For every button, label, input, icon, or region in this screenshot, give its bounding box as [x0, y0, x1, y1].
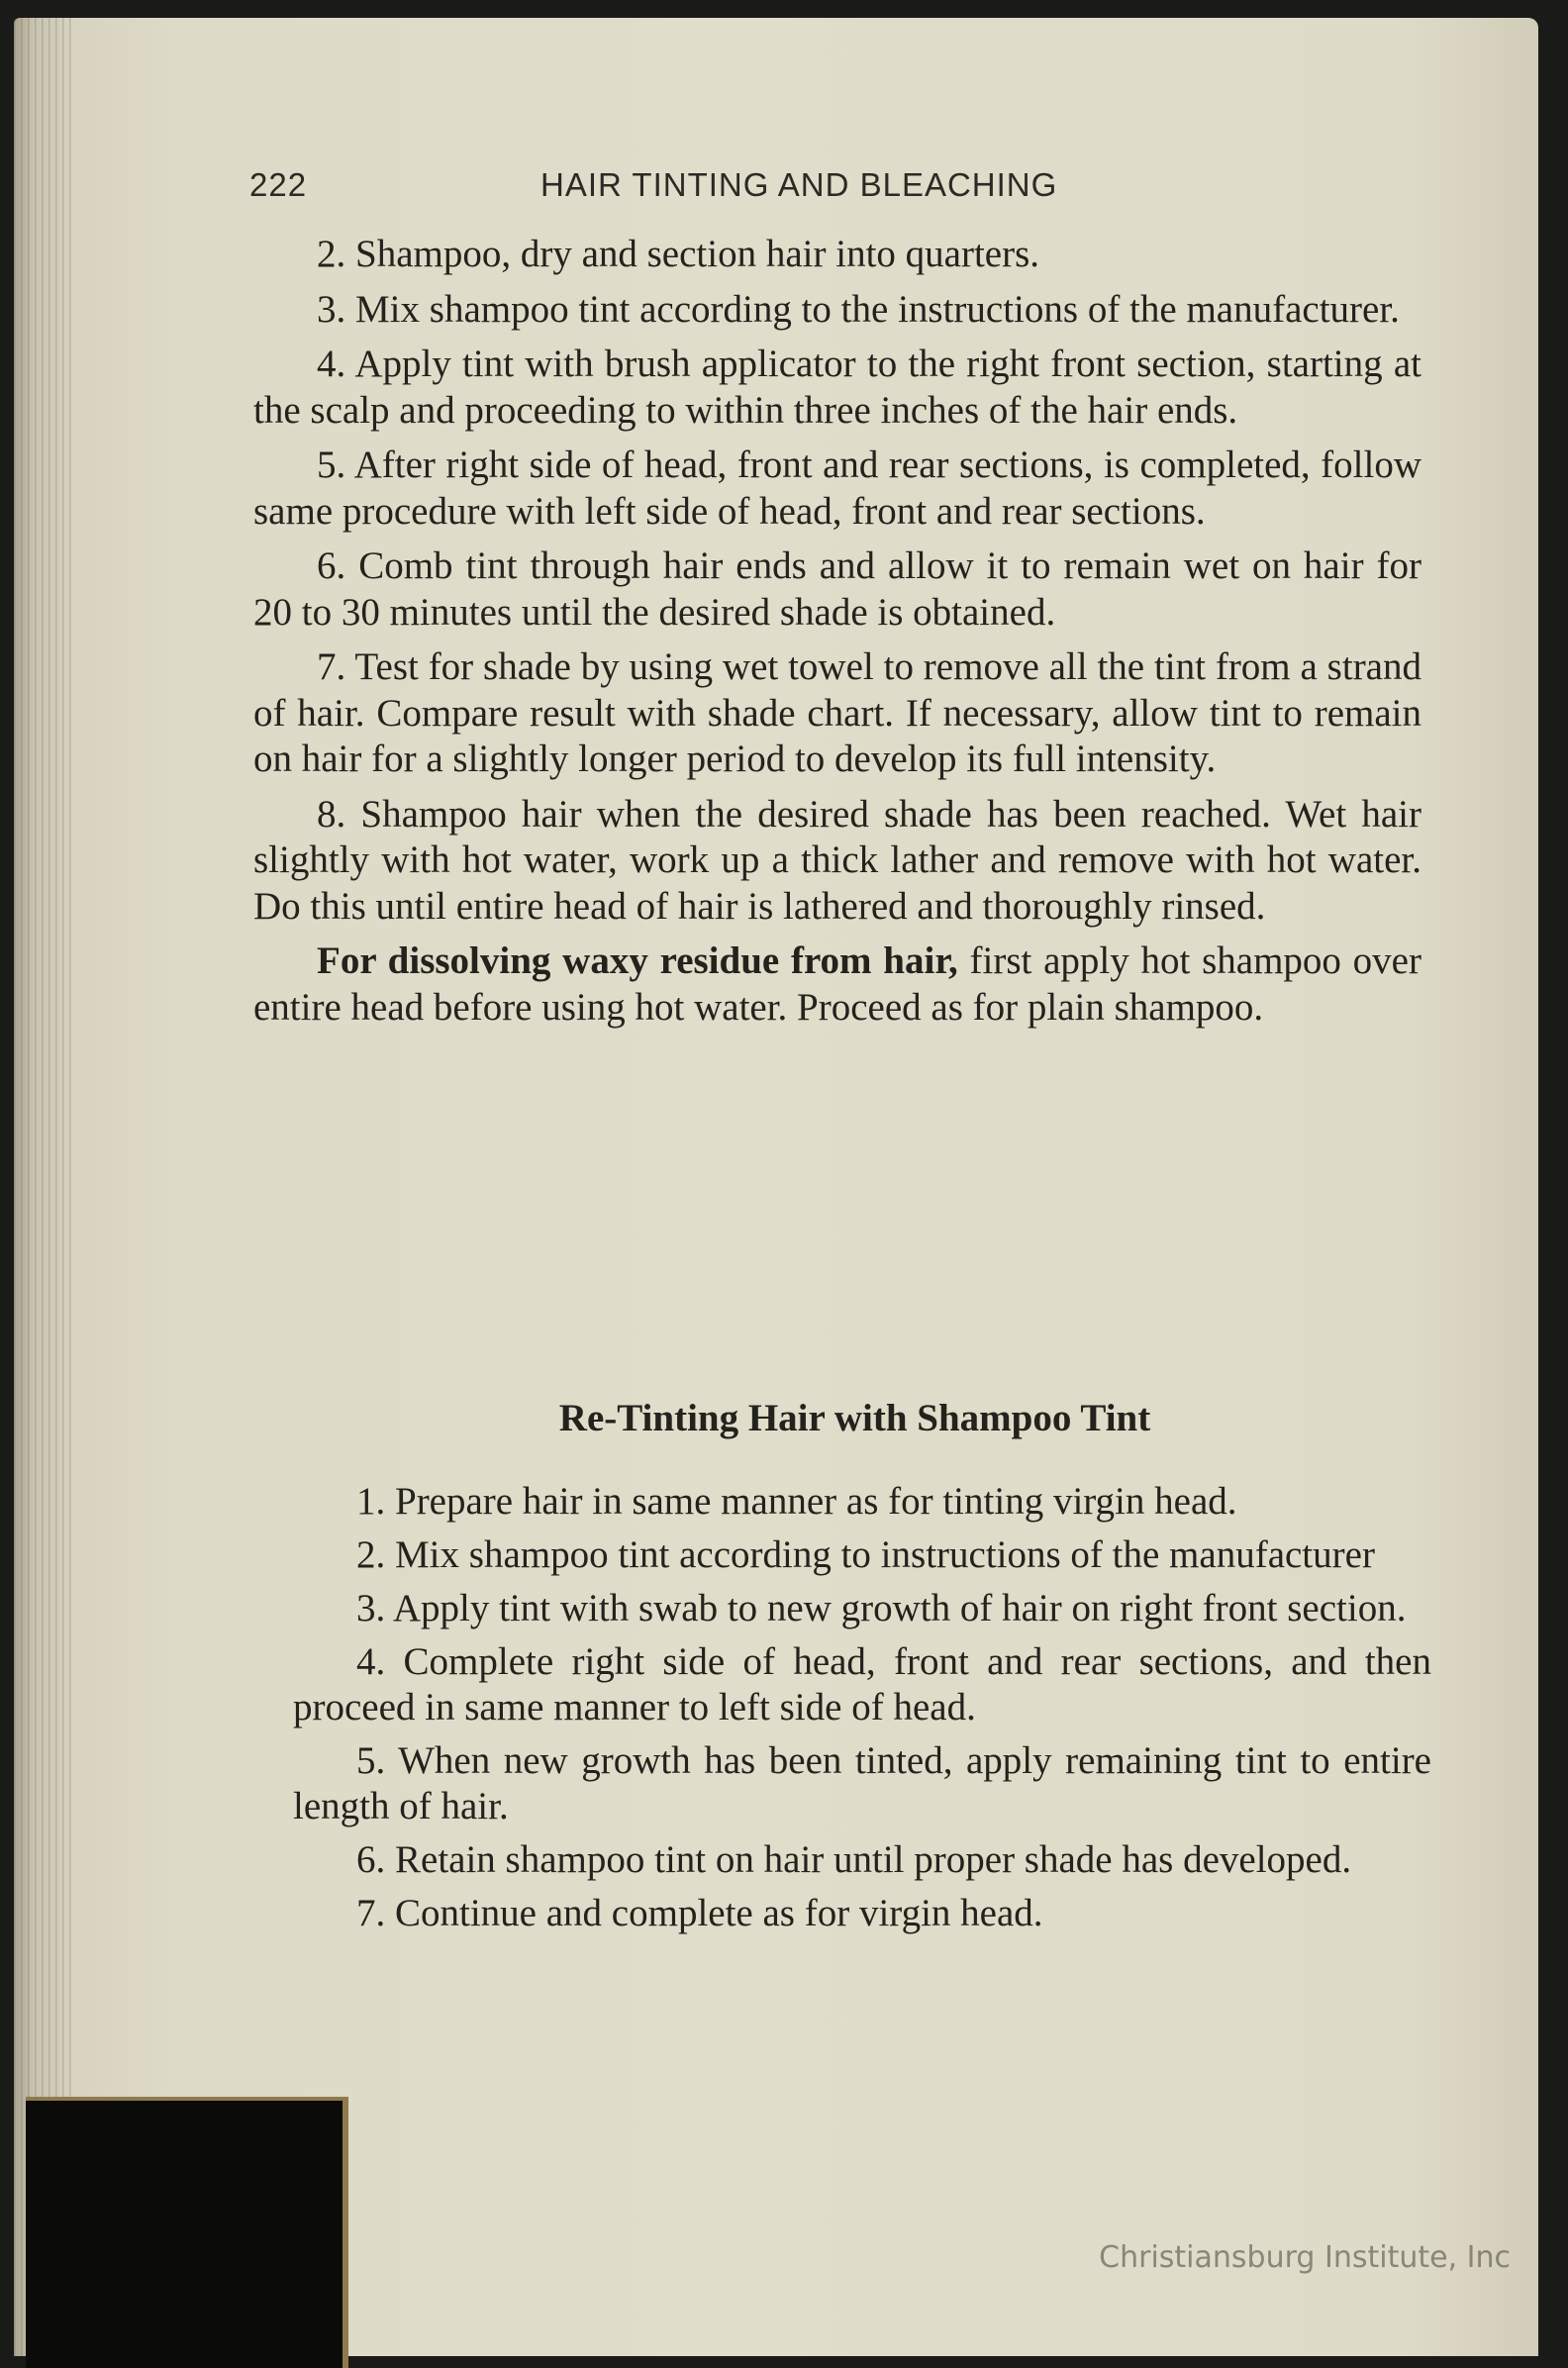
running-title: HAIR TINTING AND BLEACHING: [540, 166, 1058, 203]
note-text: first apply hot shampoo over entire head before using hot water. Proceed as for plain shampoo.: [253, 939, 1421, 1029]
section-heading: Re-Tinting Hair with Shampoo Tint: [558, 1397, 1151, 1439]
step-paragraph: 7. Continue and complete as for virgin head.: [356, 1892, 1043, 1934]
step-paragraph: 5. When new growth has been tinted, apply remaining tint to entire length of hair.: [293, 1739, 1431, 1827]
instructions-part-2: [293, 1479, 1431, 1944]
page-number: 222: [249, 166, 308, 203]
step-paragraph: 6. Retain shampoo tint on hair until proper shade has developed.: [356, 1838, 1352, 1881]
note-paragraph: [253, 938, 1421, 1031]
step-paragraph: 1. Prepare hair in same manner as for tinting virgin head.: [356, 1480, 1237, 1523]
step-paragraph: 6. Comb tint through hair ends and allow it to remain wet on hair for 20 to 30 minutes until the desired shade is obtained.: [253, 544, 1421, 634]
note-bold-lead: For dissolving waxy residue from hair,: [317, 939, 958, 982]
step-paragraph: 2. Shampoo, dry and section hair into quarters.: [317, 233, 1040, 275]
watermark-text: Christiansburg Institute, Inc: [1099, 2240, 1511, 2275]
step-paragraph: 4. Complete right side of head, front and rear sections, and then proceed in same manner to left side of head.: [293, 1640, 1431, 1728]
page-gutter-edge: [14, 18, 73, 2356]
page-corner-shadow: [26, 2097, 348, 2368]
step-paragraph: 5. After right side of head, front and rear sections, is completed, follow same procedure with left side of head, front and rear sections.: [253, 444, 1421, 533]
running-header: [249, 166, 1121, 210]
step-paragraph: 3. Mix shampoo tint according to the instructions of the manufacturer.: [317, 287, 1400, 331]
step-paragraph: 4. Apply tint with brush applicator to the right front section, starting at the scalp and proceeding to within three inches of the hair ends.: [253, 343, 1421, 432]
step-paragraph: 8. Shampoo hair when the desired shade has been reached. Wet hair slightly with hot water, work up a thick lather and remove with hot water. Do this until entire head of hair is lathered and thoroughly rinsed.: [253, 792, 1421, 928]
step-paragraph: 2. Mix shampoo tint according to instructions of the manufacturer: [356, 1533, 1375, 1576]
step-paragraph: 7. Test for shade by using wet towel to remove all the tint from a strand of hair. Compare result with shade chart. If necessary, allow tint to remain on hair for a slightly longer period to develop its full intensity.: [253, 645, 1421, 780]
instructions-part-1: [253, 232, 1421, 1039]
step-paragraph: 3. Apply tint with swab to new growth of hair on right front section.: [356, 1587, 1407, 1629]
